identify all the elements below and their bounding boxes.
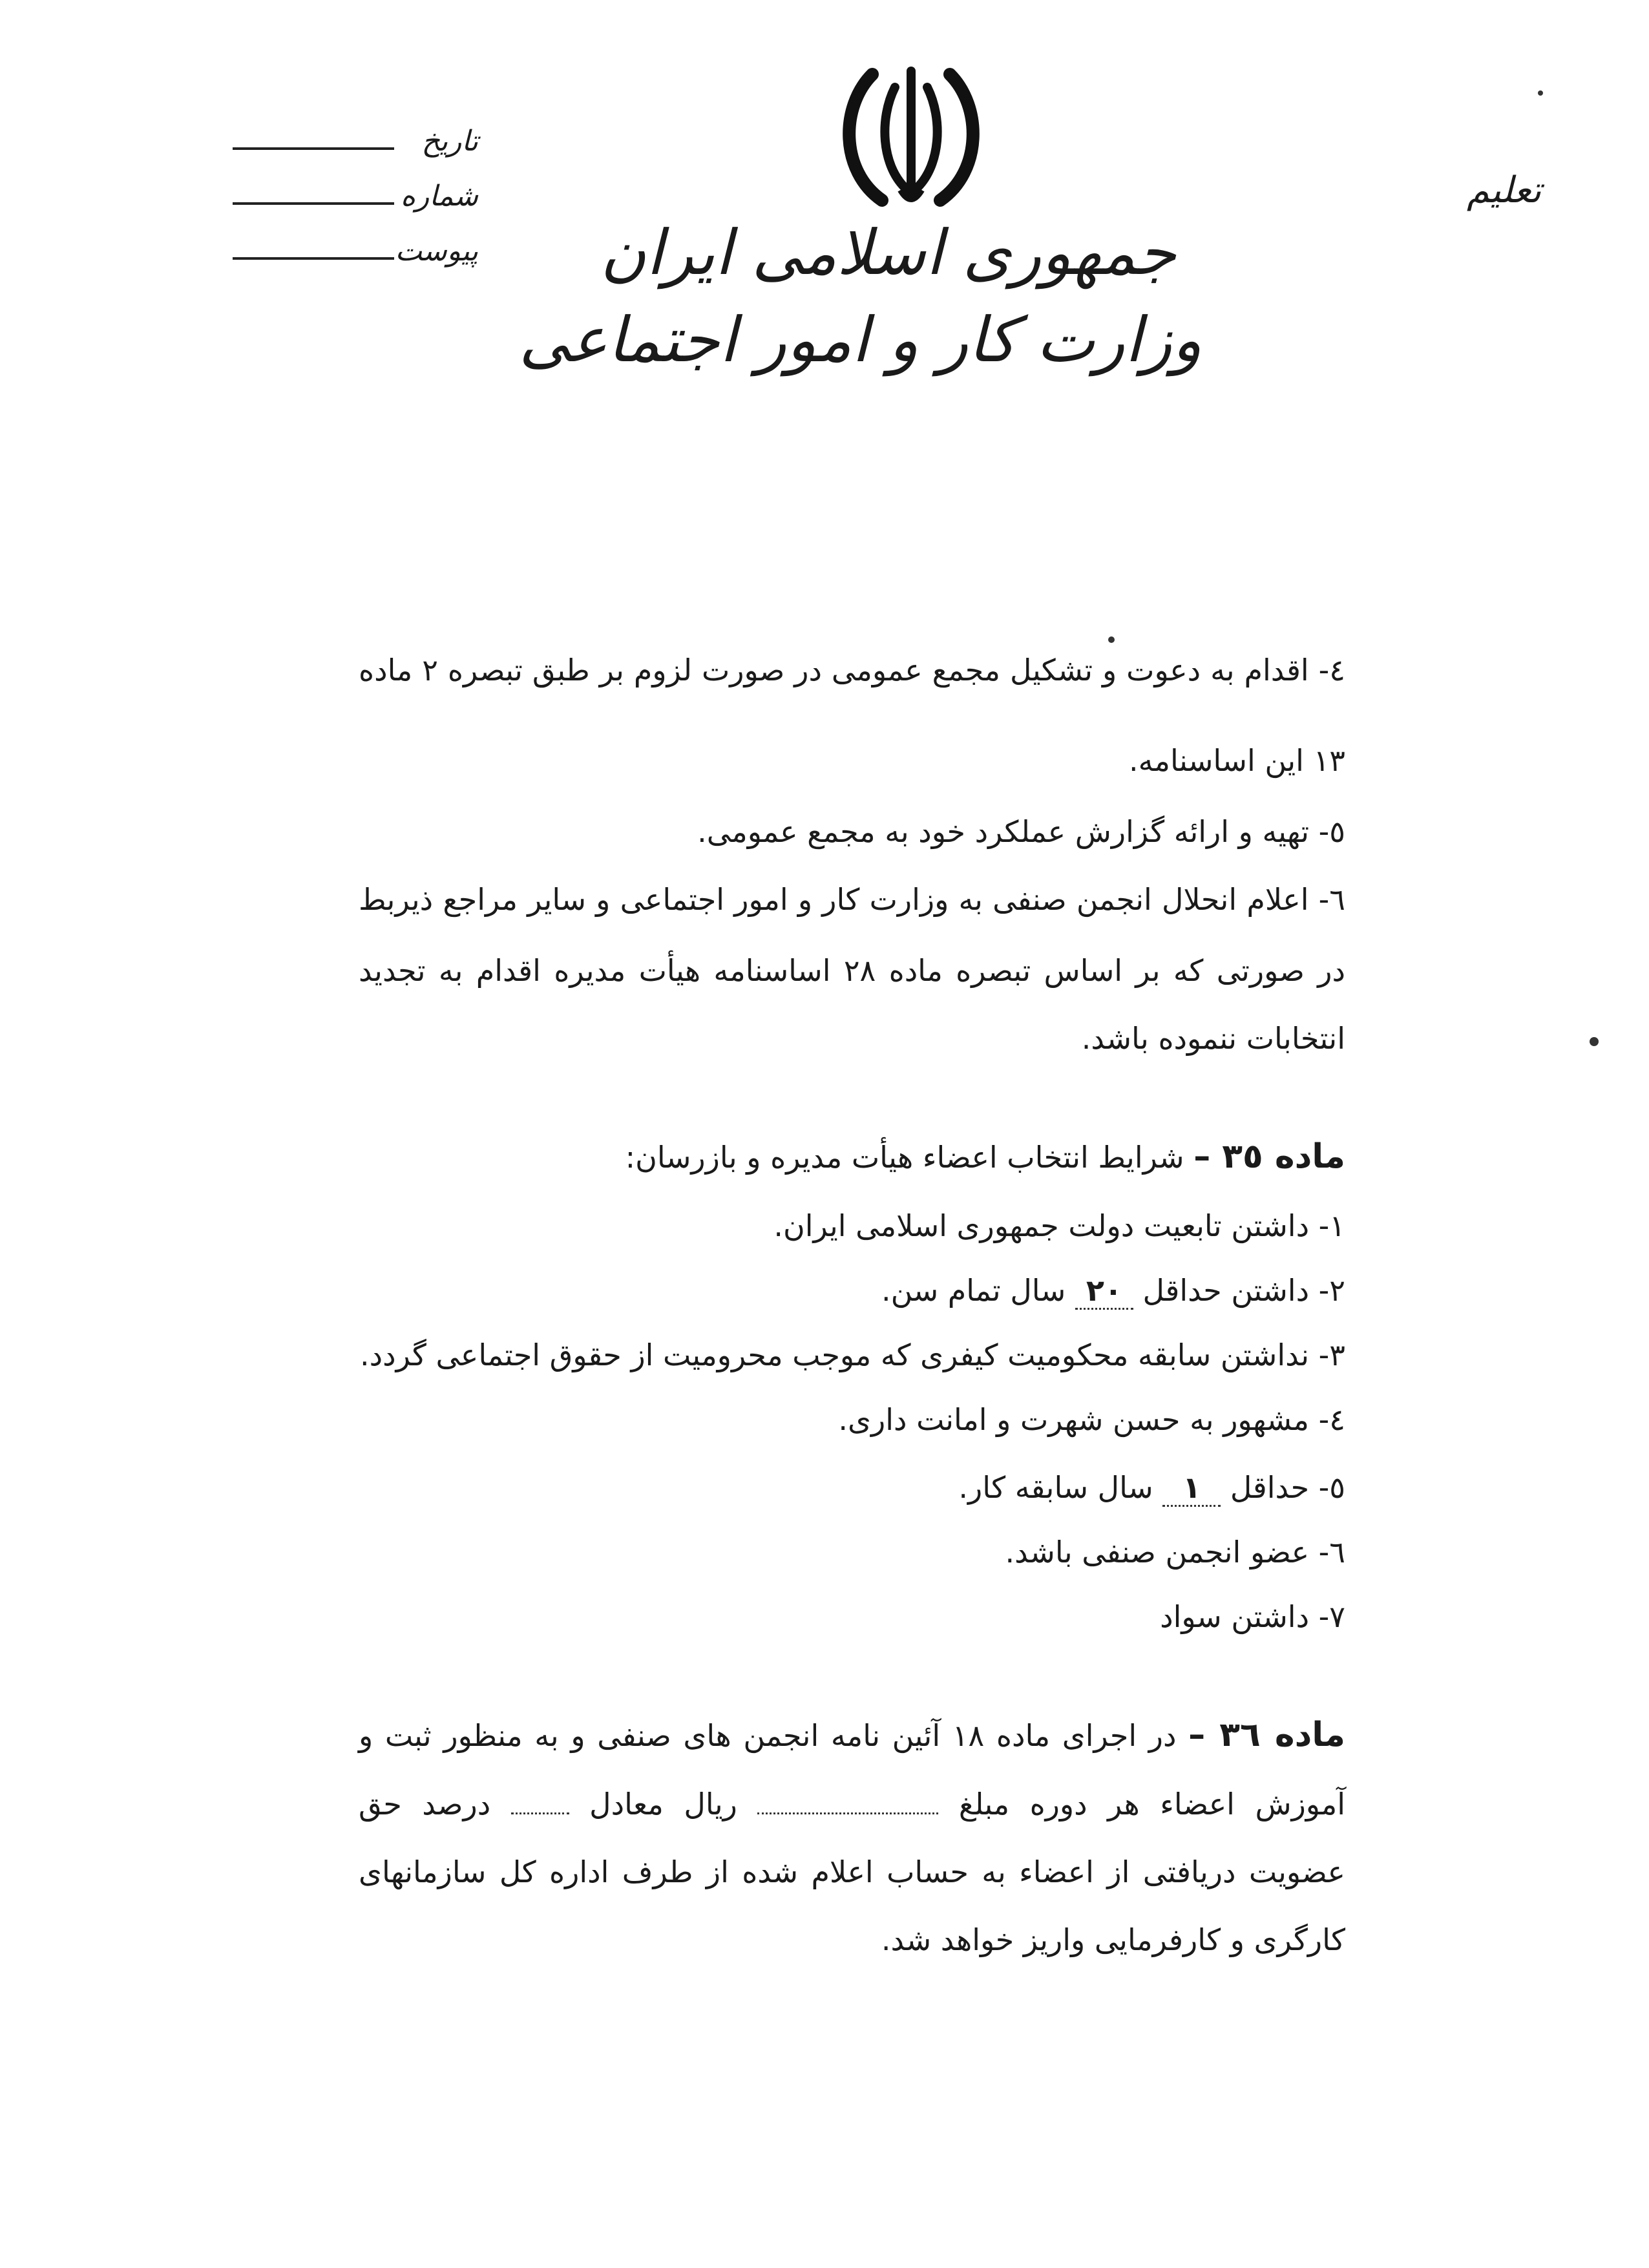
article-36-line-1-text: در اجرای ماده ١٨ آئین نامه انجمن های صنفی و به منظور ثبت و	[359, 1718, 1189, 1753]
attachment-label: پیوست	[395, 235, 478, 268]
date-label: تاریخ	[421, 125, 478, 158]
article-35-item-6: ٦- عضو انجمن صنفی باشد.	[1005, 1535, 1345, 1570]
line-2-prefix: آموزش اعضاء هر دوره مبلغ	[938, 1787, 1345, 1822]
item-5: ٥- تهیه و ارائه گزارش عملکرد خود به مجمع عمومی.	[697, 814, 1345, 849]
item-4-line-1: ٤- اقدام به دعوت و تشکیل مجمع عمومی در صورت لزوم بر طبق تبصره ٢ ماده	[359, 653, 1345, 688]
item-5-suffix: سال سابقه کار.	[958, 1470, 1163, 1505]
scan-speck	[1590, 1037, 1599, 1046]
item-6-line-2: در صورتی که بر اساس تبصره ماده ٢٨ اساسنامه هیأت مدیره اقدام به تجدید	[359, 953, 1346, 988]
line-2-middle: ریال معادل	[569, 1787, 758, 1822]
item-4-line-2: ١٣ این اساسنامه.	[1129, 743, 1345, 778]
min-age-value: ٢٠	[1075, 1273, 1133, 1310]
amount-blank	[757, 1812, 938, 1814]
country-name: جمهوری اسلامی ایران	[600, 216, 1176, 289]
item-2-prefix: ٢- داشتن حداقل	[1133, 1273, 1345, 1308]
line-2-suffix: درصد حق	[359, 1787, 511, 1822]
date-field	[233, 116, 478, 162]
emblem-icon	[834, 61, 989, 216]
article-35-item-1: ١- داشتن تابعیت دولت جمهوری اسلامی ایران.	[773, 1208, 1345, 1243]
article-36-title: ماده ٣٦ –	[1188, 1716, 1345, 1754]
item-5-prefix: ٥- حداقل	[1221, 1470, 1345, 1505]
percent-blank	[511, 1812, 569, 1814]
ministry-name: وزارت کار و امور اجتماعی	[519, 304, 1202, 376]
article-35-item-4: ٤- مشهور به حسن شهرت و امانت داری.	[838, 1402, 1345, 1437]
corner-handwritten-mark: تعلیم	[1467, 169, 1542, 211]
article-36-line-1	[359, 1716, 1345, 1754]
scan-speck	[1108, 636, 1115, 643]
article-35-title: ماده ٣٥ –	[1193, 1137, 1345, 1176]
article-36-line-4: کارگری و کارفرمایی واریز خواهد شد.	[881, 1922, 1345, 1957]
article-35-item-5	[958, 1470, 1345, 1507]
scan-speck	[1538, 90, 1543, 96]
item-6-line-1: ٦- اعلام انحلال انجمن صنفی به وزارت کار و امور اجتماعی و سایر مراجع ذیربط	[359, 882, 1345, 917]
number-field	[233, 171, 478, 216]
article-35-item-3: ٣- نداشتن سابقه محکومیت کیفری که موجب محرومیت از حقوق اجتماعی گردد.	[360, 1338, 1345, 1372]
item-2-suffix: سال تمام سن.	[881, 1273, 1075, 1308]
article-35-item-2	[881, 1273, 1345, 1310]
attachment-field	[233, 226, 478, 271]
article-35-heading-text: شرایط انتخاب اعضاء هیأت مدیره و بازرسان:	[625, 1140, 1194, 1175]
article-35-heading	[625, 1137, 1345, 1176]
min-experience-value: ١	[1162, 1470, 1221, 1507]
article-35-item-7: ٧- داشتن سواد	[1160, 1599, 1345, 1634]
item-6-line-3: انتخابات ننموده باشد.	[1081, 1021, 1345, 1056]
number-label: شماره	[400, 180, 478, 213]
article-36-line-3: عضویت دریافتی از اعضاء به حساب اعلام شده از طرف اداره کل سازمانهای	[359, 1854, 1345, 1889]
article-36-line-2	[359, 1787, 1345, 1822]
